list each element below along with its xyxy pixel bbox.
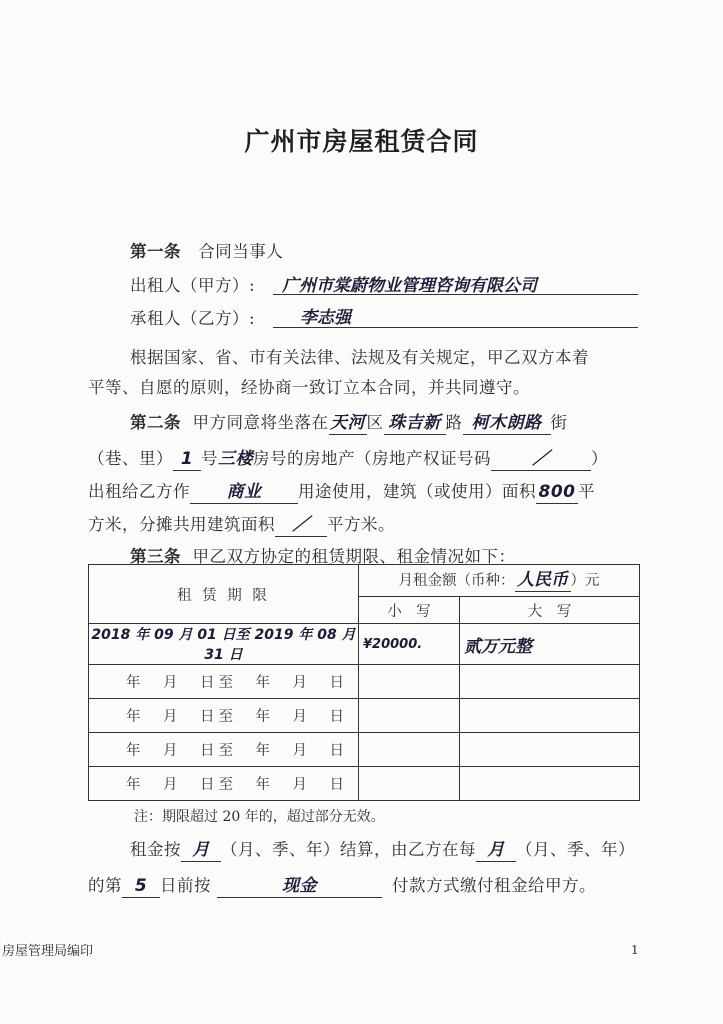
period-cell: 2018 年 09 月 01 日至 2019 年 08 月 31 日 xyxy=(89,624,359,665)
lessor-value: 广州市棠蔚物业管理咨询有限公司 xyxy=(282,276,537,296)
close-paren: ） xyxy=(591,449,608,468)
lease-label: 出租给乙方作 xyxy=(88,482,190,501)
lessee-label: 承租人（乙方）: xyxy=(130,309,256,328)
page-title: 广州市房屋租赁合同 xyxy=(244,127,479,156)
preamble-line-2: 平等、自愿的原则，经协商一致订立本合同，并共同遵守。 xyxy=(88,378,530,397)
article-1-heading-line xyxy=(130,238,283,262)
small-cell xyxy=(359,733,460,767)
small-cell xyxy=(359,767,460,801)
big-cell xyxy=(460,733,640,767)
number-value: 1 xyxy=(173,450,201,471)
page-number: 1 xyxy=(631,943,639,957)
cert-value: ／ xyxy=(491,450,591,471)
lessor-label: 出租人（甲方）: xyxy=(130,276,256,295)
big-cell xyxy=(460,699,640,733)
payment-method-value: 现金 xyxy=(217,877,382,898)
article-1-text: 合同当事人 xyxy=(198,242,284,261)
period-cell: 年 月 日至 年 月 日 xyxy=(89,767,359,801)
jie-label: 街 xyxy=(550,413,568,432)
table-row xyxy=(89,624,640,665)
article-1-heading: 第一条 xyxy=(130,242,181,261)
table-note: 注：期限超过 20 年的，超过部分无效。 xyxy=(134,809,385,825)
article-2-line-2 xyxy=(88,444,608,471)
road-value: 柯木朗路 xyxy=(463,414,551,435)
payment-text-3: （月、季、年） xyxy=(516,840,635,859)
usage-label: 用途使用，建筑（或使用）面积 xyxy=(298,482,536,501)
rent-table xyxy=(88,564,640,801)
article-2-text-1: 甲方同意将坐落在 xyxy=(192,413,329,432)
small-cell: ¥20000. xyxy=(359,624,460,665)
district-value: 天河 xyxy=(330,413,365,433)
payment-line-1 xyxy=(130,836,635,862)
shared-area-value: ／ xyxy=(275,516,327,537)
table-row xyxy=(89,699,640,733)
fanghao-label: 房号的房地产（房地产权证号码 xyxy=(253,449,491,468)
big-cell xyxy=(460,665,640,699)
area-value: 珠吉新 xyxy=(384,414,446,435)
payment-day-value: 5 xyxy=(122,877,160,898)
table-row xyxy=(89,665,640,699)
article-2-line-1 xyxy=(130,409,568,435)
house-no-value: 三楼 xyxy=(218,449,253,469)
payment-text-5: 日前按 xyxy=(160,876,211,895)
big-cell xyxy=(460,767,640,801)
ping-label: 平 xyxy=(578,482,595,501)
period-cell: 年 月 日至 年 月 日 xyxy=(89,665,359,699)
building-area-value: 800 xyxy=(536,483,578,504)
table-row xyxy=(89,733,640,767)
article-2-heading: 第二条 xyxy=(130,413,181,432)
footer-publisher: 房屋管理局编印 xyxy=(2,944,94,959)
hao-label: 号 xyxy=(201,449,218,468)
table-row xyxy=(89,767,640,801)
payment-text-2: （月、季、年）结算，由乙方在每 xyxy=(221,840,476,859)
article-2-line-3 xyxy=(88,478,595,504)
payment-text-1: 租金按 xyxy=(130,840,181,859)
small-header: 小 写 xyxy=(359,597,460,624)
usage-value: 商业 xyxy=(190,483,298,504)
period-cell: 年 月 日至 年 月 日 xyxy=(89,733,359,767)
article-2-line-4 xyxy=(88,511,395,537)
small-cell xyxy=(359,699,460,733)
qu-label: 区 xyxy=(366,413,384,432)
xiang-label: （巷、里） xyxy=(88,449,173,468)
payment-cycle2-value: 月 xyxy=(476,841,516,862)
big-cell: 贰万元整 xyxy=(460,624,640,665)
big-header: 大 写 xyxy=(460,597,640,624)
rent-header-suffix: ）元 xyxy=(570,573,600,590)
payment-text-4: 的第 xyxy=(88,876,122,895)
fangmi-label: 方米，分摊共用建筑面积 xyxy=(88,515,275,534)
article-3-text: 甲乙双方协定的租赁期限、租金情况如下： xyxy=(192,547,516,566)
end-label: 平方米。 xyxy=(327,515,395,534)
rent-header xyxy=(359,565,640,597)
lu-label: 路 xyxy=(445,413,463,432)
payment-cycle-value: 月 xyxy=(181,841,221,862)
small-cell xyxy=(359,665,460,699)
rent-header-prefix: 月租金额（币种： xyxy=(398,573,515,590)
payment-text-6: 付款方式缴付租金给甲方。 xyxy=(392,876,596,895)
currency-value: 人民币 xyxy=(515,571,571,592)
period-cell: 年 月 日至 年 月 日 xyxy=(89,699,359,733)
preamble-line-1: 根据国家、省、市有关法律、法规及有关规定，甲乙双方本着 xyxy=(130,348,589,367)
lessee-value: 李志强 xyxy=(300,308,351,328)
payment-line-2 xyxy=(88,872,596,898)
period-header: 租 赁 期 限 xyxy=(89,565,359,624)
article-3-heading: 第三条 xyxy=(130,547,181,566)
